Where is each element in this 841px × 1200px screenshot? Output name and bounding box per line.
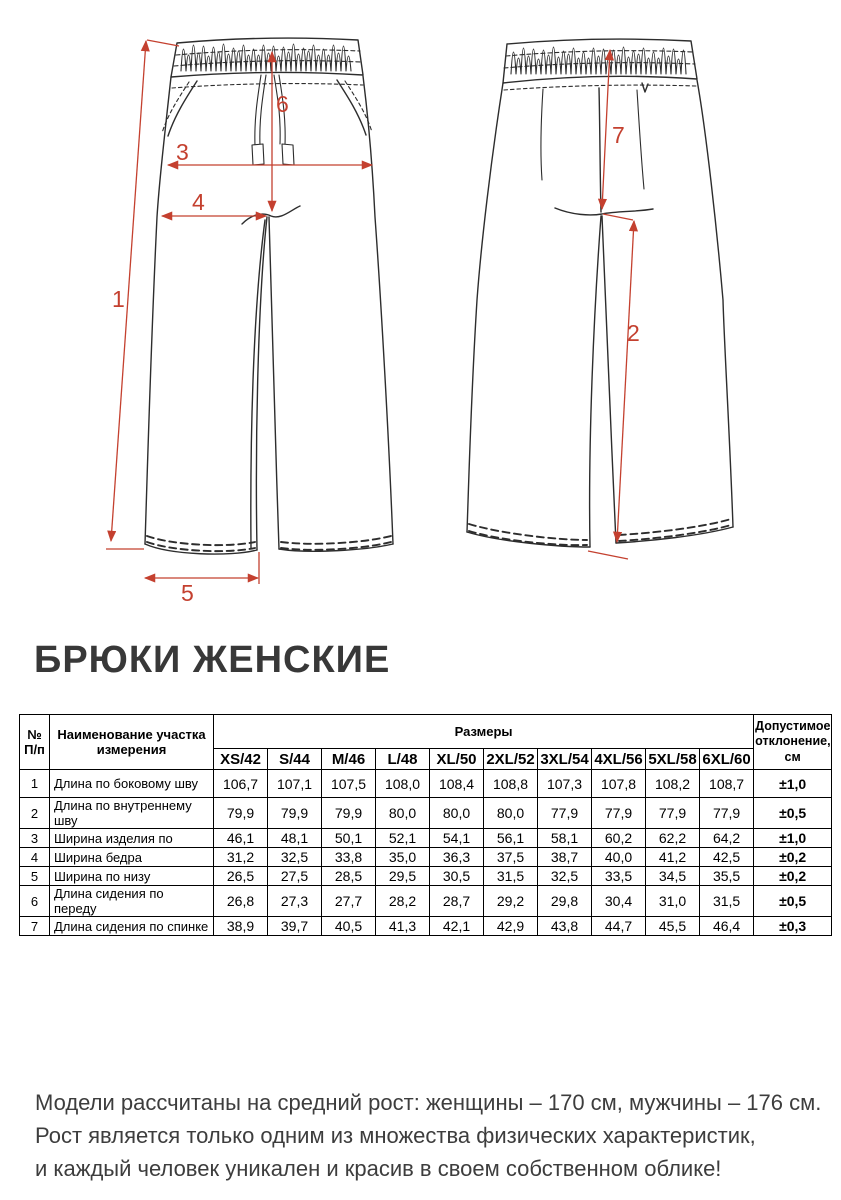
col-header-sizes-group: Размеры xyxy=(214,715,754,749)
size-value-cell: 39,7 xyxy=(268,917,322,936)
back-right-inseam xyxy=(602,216,616,543)
size-value-cell: 29,8 xyxy=(538,886,592,917)
size-value-cell: 58,1 xyxy=(538,829,592,848)
size-value-cell: 29,2 xyxy=(484,886,538,917)
table-header-row xyxy=(20,715,832,749)
drawstring-aglet-right xyxy=(282,144,294,165)
size-value-cell: 40,5 xyxy=(322,917,376,936)
table-row xyxy=(20,770,832,798)
row-number-cell: 6 xyxy=(20,886,50,917)
back-left-hem-stitch xyxy=(469,524,587,545)
measure-name-cell: Ширина по низу xyxy=(50,867,214,886)
dimension-label-5: 5 xyxy=(181,580,194,606)
row-number-cell: 7 xyxy=(20,917,50,936)
size-value-cell: 34,5 xyxy=(646,867,700,886)
col-header-name: Наименование участка измерения xyxy=(50,715,214,770)
size-value-cell: 106,7 xyxy=(214,770,268,798)
size-value-cell: 28,2 xyxy=(376,886,430,917)
pants-front-view xyxy=(145,38,393,554)
table-row xyxy=(20,798,832,829)
table-row xyxy=(20,886,832,917)
size-value-cell: 108,4 xyxy=(430,770,484,798)
size-value-cell: 80,0 xyxy=(430,798,484,829)
dimension-label-3: 3 xyxy=(176,139,189,165)
size-value-cell: 32,5 xyxy=(268,848,322,867)
size-value-cell: 46,1 xyxy=(214,829,268,848)
size-value-cell: 31,2 xyxy=(214,848,268,867)
table-row xyxy=(20,867,832,886)
col-header-number-line1: № xyxy=(27,727,42,742)
measure-name-cell: Длина сидения по переду xyxy=(50,886,214,917)
front-left-inseam xyxy=(256,217,267,550)
dimension-line-1-leader-top xyxy=(147,40,179,46)
size-value-cell: 64,2 xyxy=(700,829,754,848)
size-value-cell: 38,7 xyxy=(538,848,592,867)
size-value-cell: 28,5 xyxy=(322,867,376,886)
row-number-cell: 4 xyxy=(20,848,50,867)
col-header-size: XL/50 xyxy=(430,749,484,770)
size-value-cell: 80,0 xyxy=(376,798,430,829)
dimension-line-2-leader-top xyxy=(603,214,633,220)
size-value-cell: 37,5 xyxy=(484,848,538,867)
col-header-size: S/44 xyxy=(268,749,322,770)
size-value-cell: 31,5 xyxy=(700,886,754,917)
footer-line-1: Модели рассчитаны на средний рост: женщины – 170 см, мужчины – 176 см. xyxy=(35,1090,822,1115)
size-value-cell: 52,1 xyxy=(376,829,430,848)
col-header-number-line2: П/п xyxy=(24,742,45,757)
size-value-cell: 32,5 xyxy=(538,867,592,886)
tolerance-cell: ±0,2 xyxy=(754,848,832,867)
size-value-cell: 33,8 xyxy=(322,848,376,867)
size-value-cell: 29,5 xyxy=(376,867,430,886)
tolerance-cell: ±0,5 xyxy=(754,798,832,829)
row-number-cell: 3 xyxy=(20,829,50,848)
size-value-cell: 77,9 xyxy=(646,798,700,829)
size-table xyxy=(19,714,832,936)
size-value-cell: 27,7 xyxy=(322,886,376,917)
back-crease-left xyxy=(541,89,543,180)
footer-line-3: и каждый человек уникален и красив в своем собственном облике! xyxy=(35,1156,722,1181)
front-right-side-seam xyxy=(363,76,393,544)
dimension-label-4: 4 xyxy=(192,189,205,215)
row-number-cell: 5 xyxy=(20,867,50,886)
front-crotch-curve xyxy=(242,206,300,224)
front-right-inseam xyxy=(269,217,279,549)
size-value-cell: 33,5 xyxy=(592,867,646,886)
measure-name-cell: Длина сидения по спинке xyxy=(50,917,214,936)
size-value-cell: 40,0 xyxy=(592,848,646,867)
size-value-cell: 42,5 xyxy=(700,848,754,867)
dimension-label-7: 7 xyxy=(612,122,625,148)
size-value-cell: 108,0 xyxy=(376,770,430,798)
col-header-size: 2XL/52 xyxy=(484,749,538,770)
measure-name-cell: Длина по внутреннему шву xyxy=(50,798,214,829)
back-belt-loop-notch xyxy=(642,83,648,92)
size-value-cell: 35,5 xyxy=(700,867,754,886)
back-crease-right xyxy=(637,90,644,189)
size-value-cell: 26,8 xyxy=(214,886,268,917)
footer-line-2: Рост является только одним из множества физических характеристик, xyxy=(35,1123,756,1148)
size-value-cell: 108,2 xyxy=(646,770,700,798)
measure-name-cell: Ширина бедра xyxy=(50,848,214,867)
size-value-cell: 79,9 xyxy=(268,798,322,829)
table-row xyxy=(20,829,832,848)
front-pocket-left xyxy=(168,81,197,136)
row-number-cell: 1 xyxy=(20,770,50,798)
size-value-cell: 107,8 xyxy=(592,770,646,798)
size-value-cell: 79,9 xyxy=(322,798,376,829)
size-value-cell: 80,0 xyxy=(484,798,538,829)
size-value-cell: 108,7 xyxy=(700,770,754,798)
size-value-cell: 27,3 xyxy=(268,886,322,917)
dimension-line-2-leader-bottom xyxy=(588,551,628,559)
size-value-cell: 44,7 xyxy=(592,917,646,936)
size-value-cell: 107,5 xyxy=(322,770,376,798)
col-header-size: L/48 xyxy=(376,749,430,770)
size-value-cell: 35,0 xyxy=(376,848,430,867)
size-value-cell: 31,5 xyxy=(484,867,538,886)
front-pocket-right xyxy=(337,80,366,135)
size-value-cell: 45,5 xyxy=(646,917,700,936)
size-value-cell: 56,1 xyxy=(484,829,538,848)
dimension-label-6: 6 xyxy=(276,91,289,117)
back-right-side-seam xyxy=(697,80,733,527)
back-center-seam xyxy=(599,88,601,212)
dimension-label-1: 1 xyxy=(112,286,125,312)
col-header-number xyxy=(20,715,50,770)
size-value-cell: 60,2 xyxy=(592,829,646,848)
size-value-cell: 77,9 xyxy=(538,798,592,829)
col-header-tolerance: Допустимое отклонение, см xyxy=(754,715,832,770)
measure-name-cell: Длина по боковому шву xyxy=(50,770,214,798)
size-value-cell: 46,4 xyxy=(700,917,754,936)
size-value-cell: 107,3 xyxy=(538,770,592,798)
tolerance-cell: ±0,5 xyxy=(754,886,832,917)
front-waist-seam xyxy=(172,84,363,88)
size-value-cell: 38,9 xyxy=(214,917,268,936)
measure-name-cell: Ширина изделия по xyxy=(50,829,214,848)
tolerance-cell: ±1,0 xyxy=(754,829,832,848)
size-value-cell: 41,2 xyxy=(646,848,700,867)
tolerance-cell: ±0,2 xyxy=(754,867,832,886)
size-value-cell: 36,3 xyxy=(430,848,484,867)
size-value-cell: 26,5 xyxy=(214,867,268,886)
dimension-label-2: 2 xyxy=(627,320,640,346)
pants-back-view xyxy=(467,39,733,547)
size-value-cell: 41,3 xyxy=(376,917,430,936)
size-value-cell: 27,5 xyxy=(268,867,322,886)
col-header-size: XS/42 xyxy=(214,749,268,770)
size-value-cell: 42,9 xyxy=(484,917,538,936)
size-value-cell: 48,1 xyxy=(268,829,322,848)
size-value-cell: 43,8 xyxy=(538,917,592,936)
page-title: БРЮКИ ЖЕНСКИЕ xyxy=(34,639,391,681)
col-header-size: 3XL/54 xyxy=(538,749,592,770)
size-value-cell: 62,2 xyxy=(646,829,700,848)
size-value-cell: 42,1 xyxy=(430,917,484,936)
size-value-cell: 54,1 xyxy=(430,829,484,848)
back-left-side-seam xyxy=(467,83,503,532)
table-row xyxy=(20,917,832,936)
front-elastic xyxy=(181,44,351,71)
size-value-cell: 30,5 xyxy=(430,867,484,886)
size-value-cell: 77,9 xyxy=(700,798,754,829)
size-value-cell: 28,7 xyxy=(430,886,484,917)
size-value-cell: 79,9 xyxy=(214,798,268,829)
front-left-side-seam xyxy=(145,77,171,544)
size-value-cell: 30,4 xyxy=(592,886,646,917)
size-value-cell: 107,1 xyxy=(268,770,322,798)
tolerance-cell: ±1,0 xyxy=(754,770,832,798)
tolerance-cell: ±0,3 xyxy=(754,917,832,936)
col-header-size: 4XL/56 xyxy=(592,749,646,770)
table-row xyxy=(20,848,832,867)
back-left-inseam xyxy=(590,216,601,547)
row-number-cell: 2 xyxy=(20,798,50,829)
col-header-size: 6XL/60 xyxy=(700,749,754,770)
col-header-size: M/46 xyxy=(322,749,376,770)
footer-note xyxy=(35,1086,835,1185)
col-header-size: 5XL/58 xyxy=(646,749,700,770)
back-waist-seam xyxy=(504,85,696,90)
size-value-cell: 77,9 xyxy=(592,798,646,829)
size-value-cell: 31,0 xyxy=(646,886,700,917)
dimension-line-2 xyxy=(617,221,634,542)
size-table-body xyxy=(20,770,832,936)
drawstring-aglet-left xyxy=(252,144,264,165)
size-value-cell: 108,8 xyxy=(484,770,538,798)
size-value-cell: 50,1 xyxy=(322,829,376,848)
